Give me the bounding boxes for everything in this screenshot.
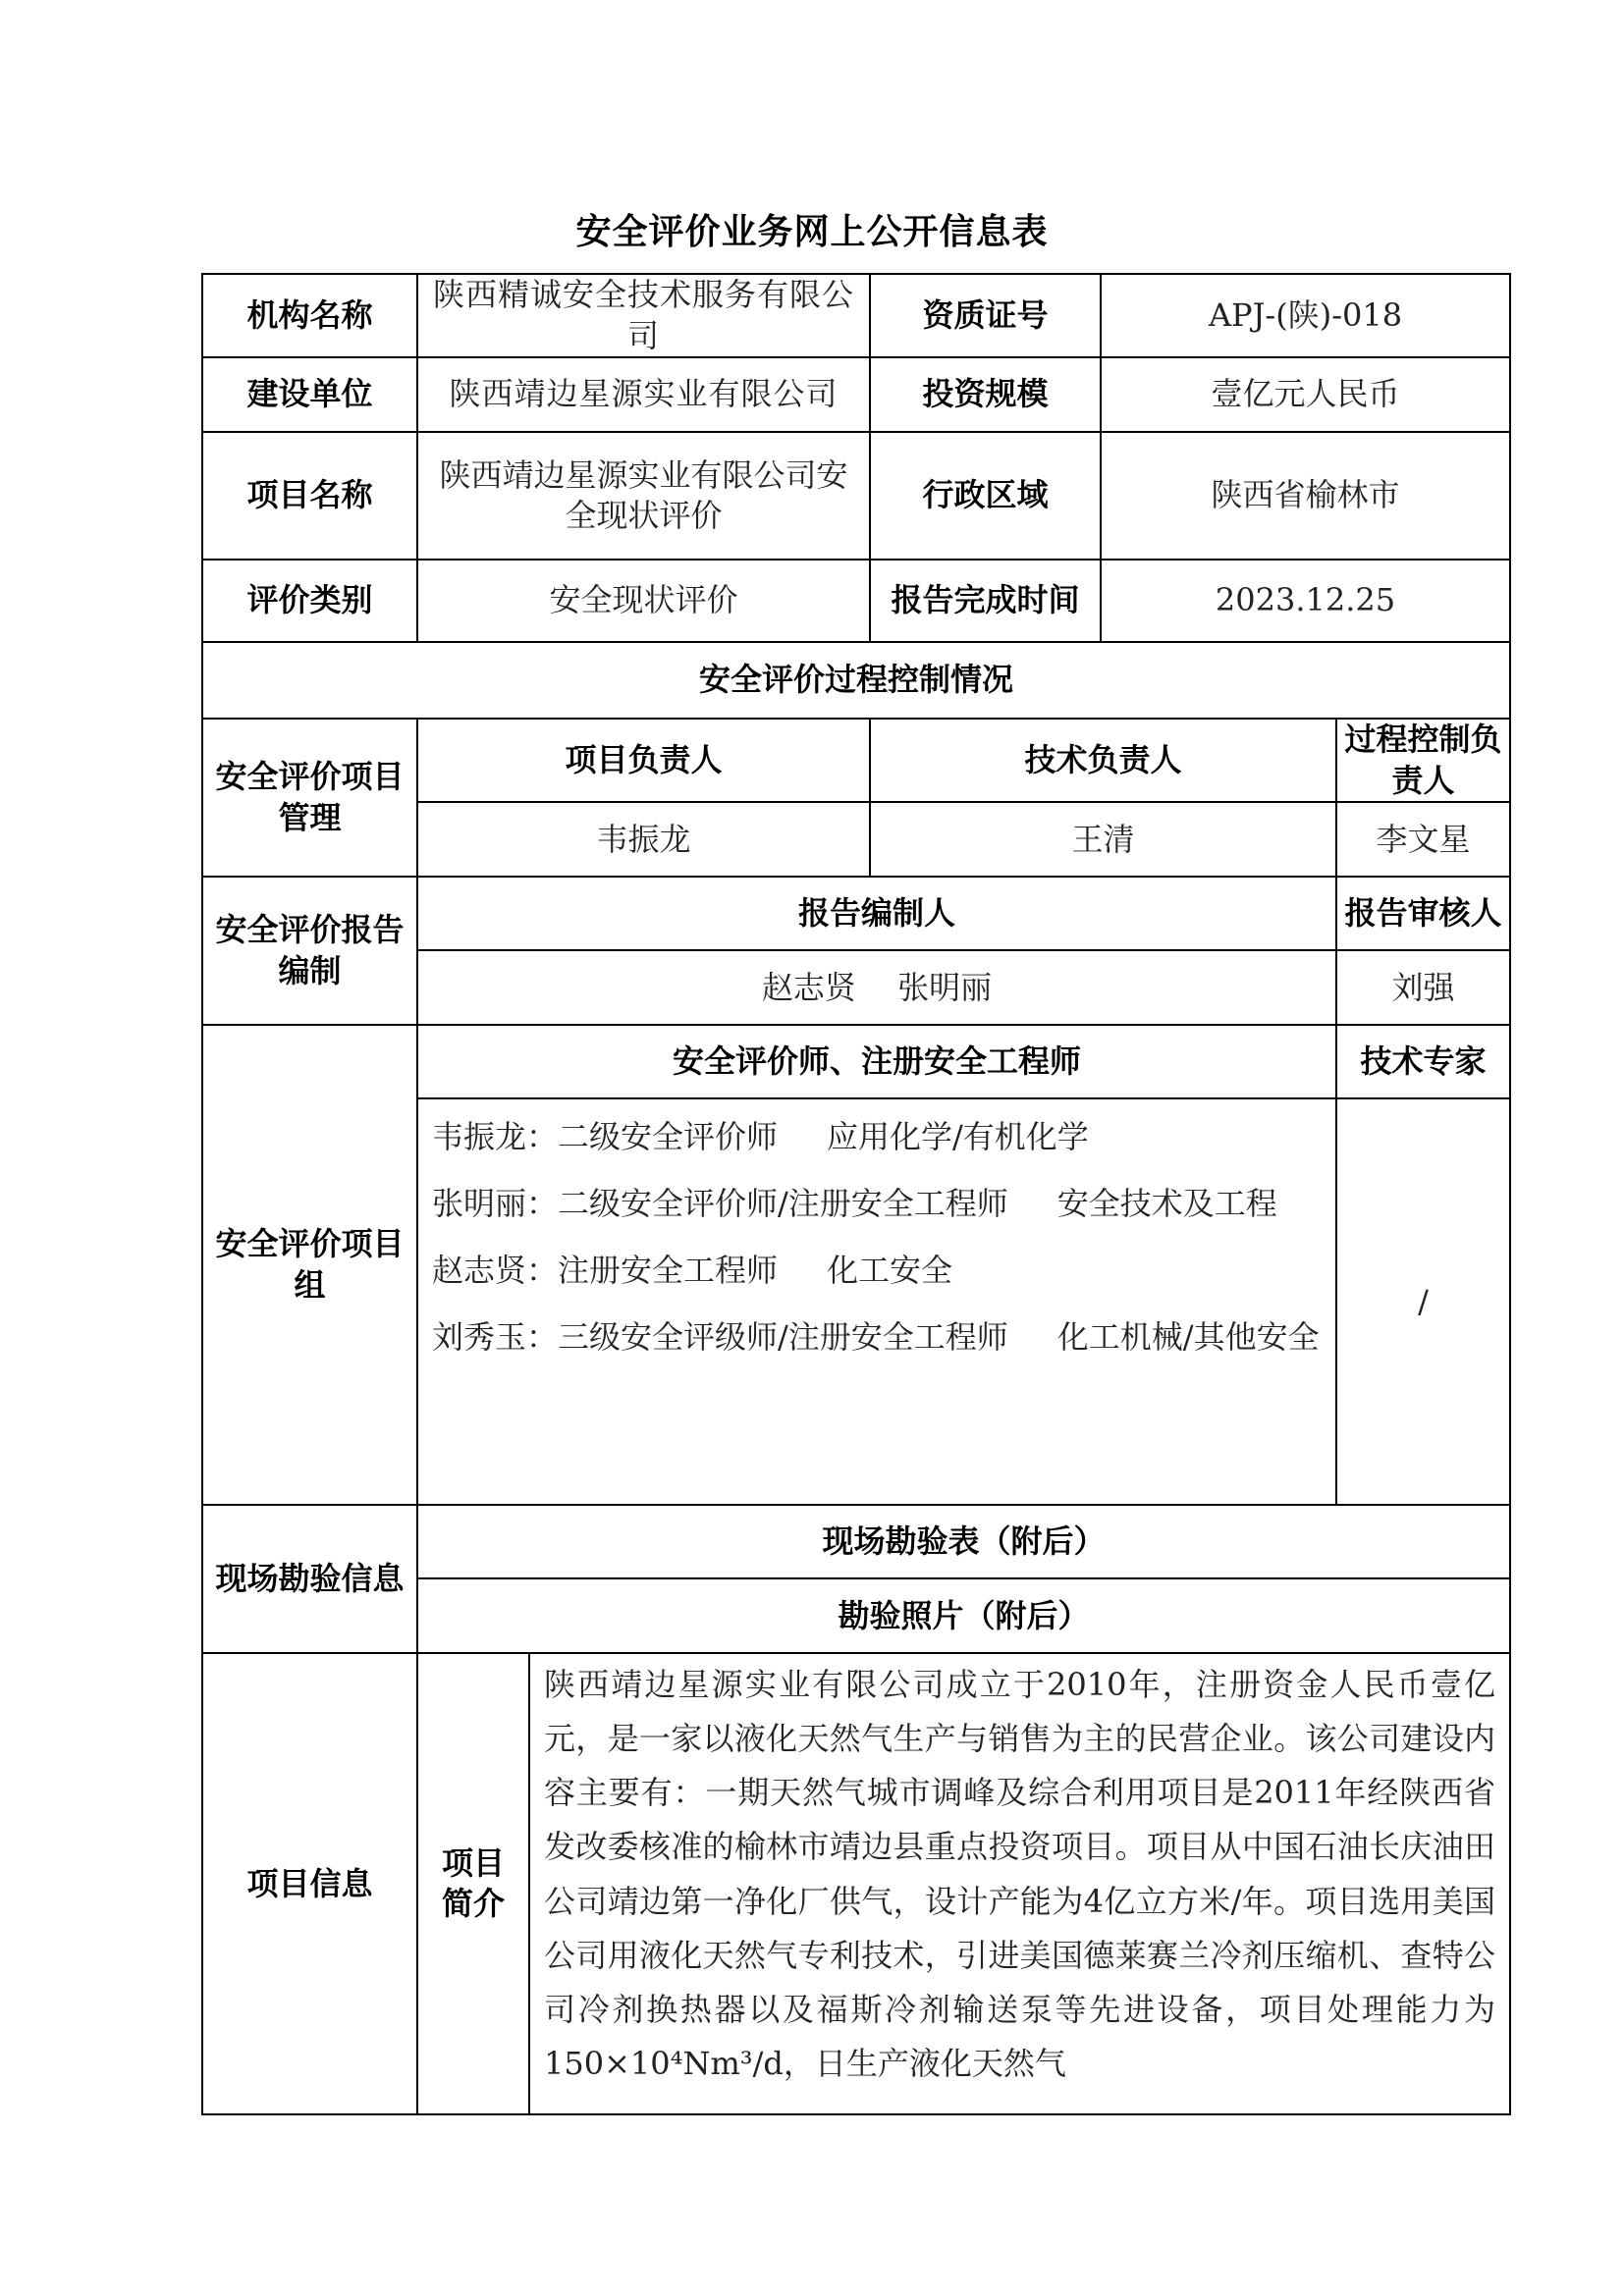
compile-head-reviewer: 报告审核人 (1336, 877, 1510, 950)
process-title: 安全评价过程控制情况 (202, 642, 1510, 719)
compile-label: 安全评价报告编制 (202, 877, 417, 1025)
row-process-title (202, 642, 1510, 719)
team-head-experts: 技术专家 (1336, 1025, 1510, 1098)
row-org (202, 274, 1510, 357)
org-name-value: 陕西精诚安全技术服务有限公司 (417, 274, 870, 357)
row-compile-head (202, 877, 1510, 950)
compile-authors: 赵志贤 张明丽 (417, 950, 1336, 1025)
builder-label: 建设单位 (202, 357, 417, 432)
region-label: 行政区域 (870, 432, 1101, 560)
management-label: 安全评价项目管理 (202, 719, 417, 877)
member-field: 化工安全 (827, 1252, 953, 1290)
compile-reviewer: 刘强 (1336, 950, 1510, 1025)
team-members (417, 1098, 1336, 1505)
row-management-head (202, 719, 1510, 802)
project-intro: 陕西靖边星源实业有限公司成立于2010年，注册资金人民币壹亿元，是一家以液化天然气生产与销售为主的民营企业。该公司建设内容主要有：一期天然气城市调峰及综合利用项目是2011年经陕西省发改委核准的榆林市靖边县重点投资项目。项目从中国石油长庆油田公司靖边第一净化厂供气，设计产能为4亿立方米/年。项目选用美国公司用液化天然气专利技术，引进美国德莱赛兰冷剂压缩机、查特公司冷剂换热器以及福斯冷剂输送泵等先进设备，项目处理能力为150×10⁴Nm³/d，日生产液化天然气 (529, 1653, 1510, 2114)
site-table-item: 现场勘验表（附后） (417, 1505, 1510, 1578)
management-head-leader: 项目负责人 (417, 719, 870, 802)
team-head-evaluators: 安全评价师、注册安全工程师 (417, 1025, 1336, 1098)
member-name: 张明丽：二级安全评价师/注册安全工程师 (432, 1185, 1008, 1223)
page-title: 安全评价业务网上公开信息表 (575, 212, 1049, 252)
row-category (202, 560, 1510, 642)
team-member (432, 1113, 1331, 1160)
site-photos-item: 勘验照片（附后） (417, 1578, 1510, 1653)
cert-value: APJ-(陕)-018 (1101, 274, 1510, 357)
management-tech: 王清 (870, 802, 1336, 877)
project-value: 陕西靖边星源实业有限公司安全现状评价 (417, 432, 870, 560)
management-leader: 韦振龙 (417, 802, 870, 877)
project-label: 项目名称 (202, 432, 417, 560)
row-builder (202, 357, 1510, 432)
date-value: 2023.12.25 (1101, 560, 1510, 642)
team-experts: / (1336, 1098, 1510, 1505)
date-label: 报告完成时间 (870, 560, 1101, 642)
member-name: 韦振龙：二级安全评价师 (432, 1118, 779, 1156)
member-field: 应用化学/有机化学 (827, 1118, 1089, 1156)
team-label: 安全评价项目组 (202, 1025, 417, 1505)
team-member (432, 1313, 1331, 1361)
category-value: 安全现状评价 (417, 560, 870, 642)
row-team-head (202, 1025, 1510, 1098)
management-control: 李文星 (1336, 802, 1510, 877)
builder-value: 陕西靖边星源实业有限公司 (417, 357, 870, 432)
management-head-control: 过程控制负责人 (1336, 719, 1510, 802)
member-name: 刘秀玉：三级安全评级师/注册安全工程师 (432, 1318, 1008, 1357)
region-value: 陕西省榆林市 (1101, 432, 1510, 560)
row-project-info (202, 1653, 1510, 2114)
org-name-label: 机构名称 (202, 274, 417, 357)
row-site-1 (202, 1505, 1510, 1578)
compile-head-author: 报告编制人 (417, 877, 1336, 950)
management-head-tech: 技术负责人 (870, 719, 1336, 802)
site-label: 现场勘验信息 (202, 1505, 417, 1653)
info-sub-label: 项目简介 (417, 1653, 529, 2114)
row-project (202, 432, 1510, 560)
member-field: 化工机械/其他安全 (1056, 1318, 1320, 1357)
invest-value: 壹亿元人民币 (1101, 357, 1510, 432)
invest-label: 投资规模 (870, 357, 1101, 432)
info-label: 项目信息 (202, 1653, 417, 2114)
team-member (432, 1247, 1331, 1294)
member-name: 赵志贤：注册安全工程师 (432, 1252, 779, 1290)
team-member (432, 1180, 1331, 1227)
info-table (201, 273, 1511, 2115)
category-label: 评价类别 (202, 560, 417, 642)
cert-label: 资质证号 (870, 274, 1101, 357)
member-field: 安全技术及工程 (1056, 1185, 1277, 1223)
